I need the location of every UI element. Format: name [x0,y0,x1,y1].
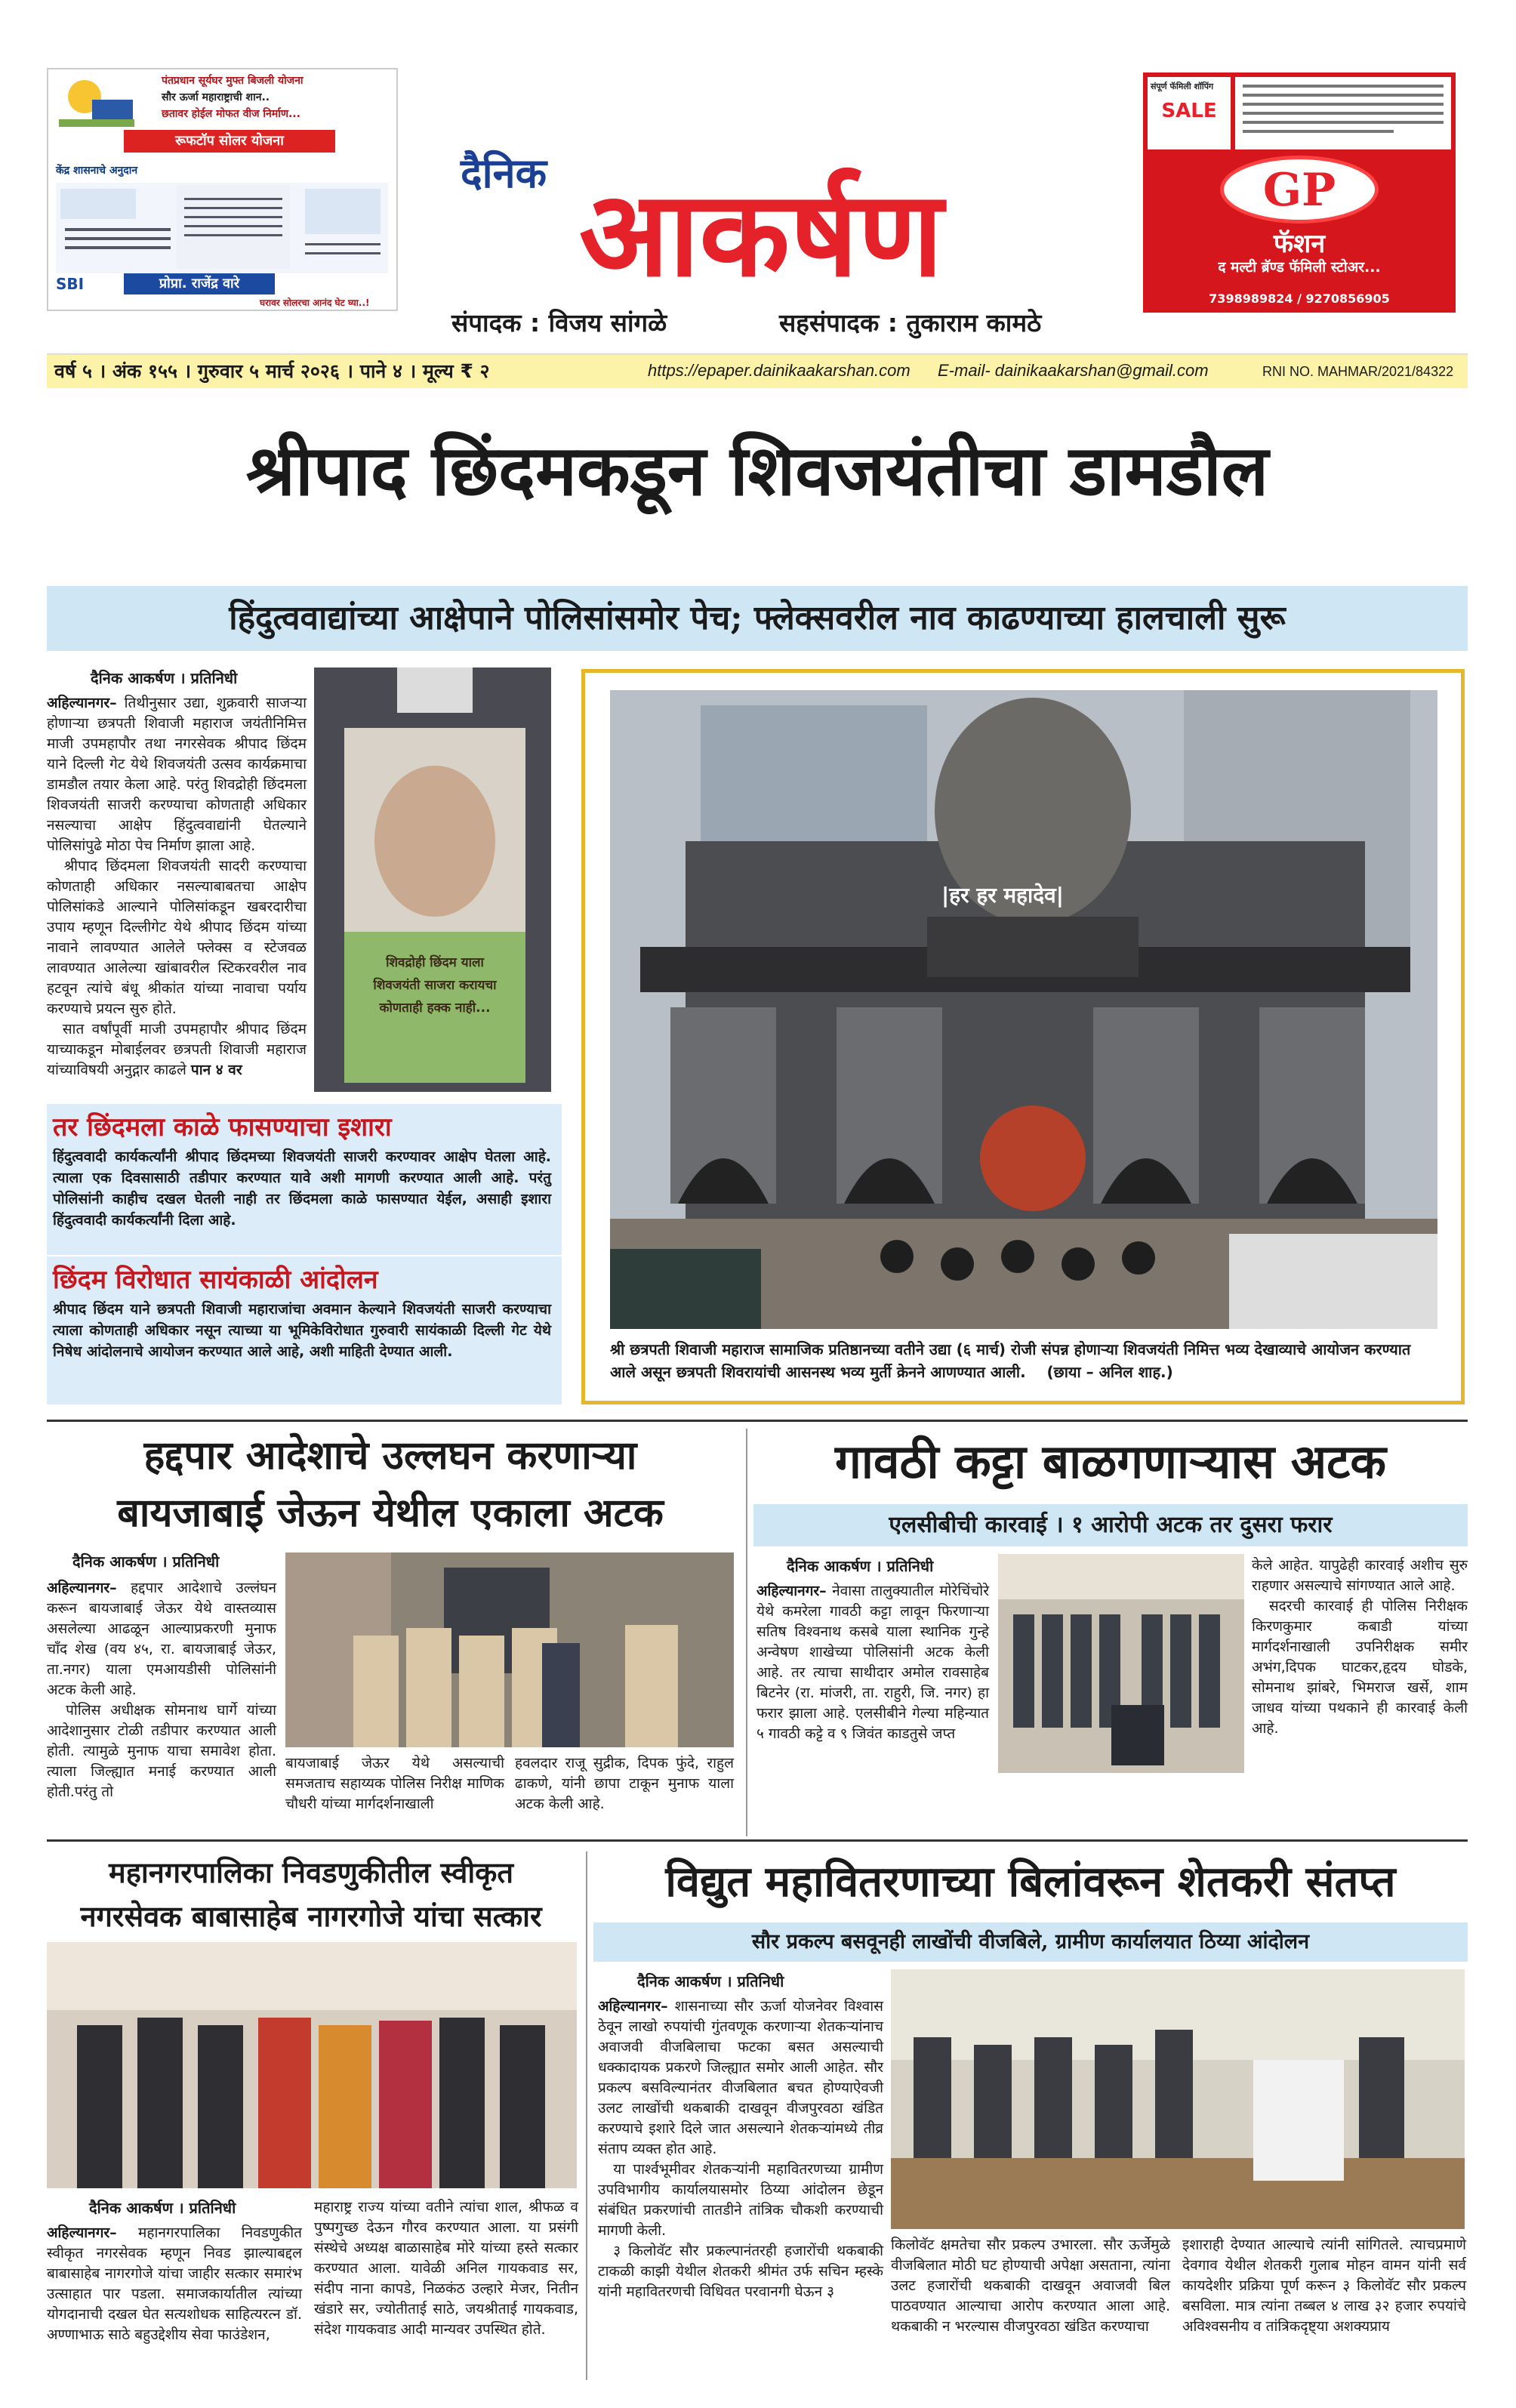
box-warning [47,1104,562,1255]
ad-gp-logo [1220,156,1379,224]
story5-para1: शासनाच्या सौर ऊर्जा योजनेवर विश्वास ठेवून लाखो रुपयांची गुंतवणूक करणाऱ्या शेतकऱ्यांनाच अवाजवी वीजबिलाचा फटका बसत असल्याची धक्कादायक प्रकरणे जिल्ह्यात समोर आली आहेत. सौर प्रकल्प बसविल्यानंतर वीजबिलात बचत होण्याऐवजी उलट लाखोंची थकबाकी दाखवून वीजपुरवठा खंडित करण्याचे इशारे दिले जात असल्याने शेतकऱ्यांमध्ये तीव्र संताप व्यक्त होत आहे. [598,1998,883,2157]
rni-number: RNI NO. MAHMAR/2021/84322 [1262,364,1454,379]
masthead-daily: दैनिक [461,149,547,197]
main-photo-credit: (छाया – अनिल शाह.) [1046,1363,1173,1381]
lead-headline: श्रीपाद छिंदमकडून शिवजयंतीचा डामडौल [245,430,1269,511]
story4-headline-1: महानगरपालिका निवडणुकीतील स्वीकृत [108,1855,514,1889]
lead-para3: सात वर्षांपूर्वी माजी उपमहापौर श्रीपाद छिंदम याच्याकडून मोबाईलवर छत्रपती शिवाजी महाराज यांच्याविषयी अनुद्गार काढले [47,1021,307,1078]
masthead-coeditor: सहसंपादक : तुकाराम कामठे [779,308,1042,338]
story2-para1: हद्दपार आदेशाचे उल्लंघन करून बायजाबाई जेऊर येथे वास्तव्यास असलेल्या आढळून आल्याप्रकरणी मुनाफ चाँद शेख (वय ४५, रा. बायजाबाई जेऊर, ता.नगर) याला एमआयडीसी पोलिसांनी अटक केली आहे. [47,1580,276,1698]
box-warning-body: हिंदुत्ववादी कार्यकर्त्यांनी श्रीपाद छिंदमच्या शिवजयंती साजरी करण्यावर आक्षेप घेतला आहे. त्याला एक दिवसासाठी तडीपार करण्यात यावे अशी मागणी करण्यात आली आहे. परंतु पोलिसांनी काहीच दखल घेतली नाही तर छिंदमला काळे फासण्यात येईल, असाही इशारा हिंदुत्ववादी कार्यकर्त्यांनी दिला आहे. [53,1149,551,1229]
story4-col2: महाराष्ट्र राज्य यांच्या वतीने त्यांचा शाल, श्रीफळ व पुष्पगुच्छ देऊन गौरव करण्यात आला. या प्रसंगी संस्थेचे अध्यक्ष बाळासाहेब मोरे यांच्या हस्ते सत्कार करण्यात आला. यावेळी अनिल गायकवाड सर, संदीप नाना कापडे, निळकंठ उल्हारे मेजर, नितीन खंडारे सर, ज्योतीताई साठे, जयश्रीताई गायकवाड, संदेश गायकवाड आदी मान्यवर उपस्थित होते. [314,2199,578,2338]
lead-subhead: हिंदुत्ववाद्यांच्या आक्षेपाने पोलिसांसमोर पेच; फ्लेक्सवरील नाव काढण्याच्या हालचाली सुरू [229,599,1286,637]
lead-body [47,693,307,1116]
ad-solar-bank: SBI [56,275,85,293]
story3-col1 [756,1581,989,1838]
issue-details: वर्ष ५ । अंक १५५ । गुरुवार ५ मार्च २०२६ । पाने ४ । मूल्य ₹ २ [54,360,490,382]
ad-solar-owner: प्रोप्रा. राजेंद्र वारे [124,273,275,294]
story5-headline: विद्युत महावितरणाच्या बिलांवरून शेतकरी संतप्त [665,1857,1396,1907]
box-warning-title: तर छिंदमला काळे फासण्याचा इशारा [53,1112,392,1142]
box-protest [47,1256,562,1404]
lead-para2: श्रीपाद छिंदमला शिवजयंती सादरी करण्याचा कोणताही अधिकार नसल्याबाबतचा आक्षेप पोलिसांकडे आल्याने पोलिसांकडून खबरदारीचा उपाय म्हणून दिल्लीगेट येथे श्रीपाद छिंदम यांच्या नावाने लावण्यात आलेले फ्लेक्स व स्टेजवळ लावण्यात आलेल्या खांबावरील स्टिकरवरील नाव हटवून त्यांचे बंधू श्रीकांत यांच्या नावाचा पर्याय करण्याचे प्रयत्न सुरु होते. [47,858,307,1017]
story4-col1 [47,2223,302,2374]
ad-gp-top [1148,77,1231,150]
story2-col2: बायजाबाई जेऊर येथे असल्याची समजताच सहाय्यक पोलिस निरीक्ष माणिक चौधरी यांच्या मार्गदर्शनाखाली [285,1755,504,1812]
rule-2 [47,1839,1468,1842]
masthead-editor: संपादक : विजय सांगळे [451,308,667,338]
lead-poster-photo [314,668,551,1092]
ad-solar-subsidy: केंद्र शासनाचे अनुदान [56,165,138,177]
story3-subhead: एलसीबीची कारवाई । १ आरोपी अटक तर दुसरा फरार [889,1512,1333,1538]
story3-para1: नेवासा तालुक्यातील मोरेचिंचोरे येथे कमरेला गावठी कट्टा लावून फिरणाऱ्या सतिष विश्वनाथ कसबे याला स्थानिक गुन्हे अन्वेषण शाखेच्या पोलिसांनी अटक केली आहे. तर त्याचा साथीदार अमोल रावसाहेब बिटनेर (रा. मांजरी, ता. राहुरी, जि. नगर) हा फरार झाला आहे. एलसीबीने गेल्या महिन्यात ५ गावठी कट्टे व ९ जिवंत काडतुसे जप्त [756,1583,989,1742]
story5-byline: दैनिक आकर्षण । प्रतिनिधी [637,1972,784,1990]
story2-headline-2: बायजाबाई जेऊन येथील एकाला अटक [117,1490,664,1536]
story3-headline: गावठी कट्टा बाळगणाऱ्यास अटक [835,1434,1386,1489]
box-protest-body: श्रीपाद छिंदम याने छत्रपती शिवाजी महाराजांचा अवमान केल्याने शिवजयंती साजरी करण्याचा त्याला कोणताही अधिकार नसून त्याच्या या भूमिकेविरोधात गुरुवारी सायंकाळी दिल्ली गेट येथे निषेध आंदोलनाचे आयोजन करण्यात आले आहे, अशी माहिती देण्यात आली. [53,1301,551,1360]
column-divider-1 [746,1429,747,1836]
story4-photo [47,1942,577,2188]
ad-solar-banner: रूफटॉप सोलर योजना [124,130,335,153]
story4-byline: दैनिक आकर्षण । प्रतिनिधी [89,2199,236,2217]
story2-dateline: अहिल्यानगर– [47,1580,117,1596]
story5-col2: किलोवॅट क्षमतेचा सौर प्रकल्प उभारला. सौर ऊर्जेमुळे वीजबिलात मोठी घट होण्याची अपेक्षा असताना, त्यांना उलट हजारोंची थकबाकी दाखवून अवाजवी बिल पाठवण्यात आल्याचा आरोप करण्यात आला आहे. थकबाकी न भरल्यास वीजपुरवठा खंडित करण्याचा [891,2237,1170,2335]
ad-gp-phones: 7398989824 / 9270856905 [1209,291,1390,306]
ad-gp-tagline: द मल्टी ब्रॅण्ड फॅमिली स्टोअर... [1218,259,1381,276]
story4-para1: महानगरपालिका निवडणुकीत स्वीकृत नगरसेवक म्हणून निवड झाल्याबद्दल बाबासाहेब नागरगोजे यांचा जाहीर सत्कार समारंभ उत्साहात पार पडला. समाजकार्यातील त्यांच्या योगदानाची दखल घेत सत्यशोधक साहित्यरत्न डॉ. अण्णाभाऊ साठे बहुउद्देशीय सेवा फाउंडेशन, [47,2225,303,2343]
column-divider-2 [586,1851,587,2380]
ad-solar-panel-image [56,183,388,273]
lead-dateline: अहिल्यानगर– [47,695,117,711]
story5-subhead: सौर प्रकल्प बसवूनही लाखोंची वीजबिले, ग्रामीण कार्यालयात ठिय्या आंदोलन [751,1930,1310,1953]
ad-gp-logo-text: GP [1262,164,1336,217]
story5-col1 [598,1996,883,2374]
email-address[interactable]: E-mail- dainikaakarshan@gmail.com [938,361,1209,380]
ad-solar [47,68,398,311]
story4-headline-2: नगरसेवक बाबासाहेब नागरगोजे यांचा सत्कार [80,1899,542,1933]
ad-solar-sun [54,74,137,130]
story2-col1 [47,1578,276,1827]
story4-dateline: अहिल्यानगर– [47,2225,117,2241]
story5-col3: इशाराही देण्यात आल्याचे त्यांनी सांगितले. त्याचप्रमाणे देवगाव येथील शेतकरी गुलाब मोहन वामन यांनी सर्व कायदेशीर प्रक्रिया पूर्ण करून ३ किलोवॅट सौर प्रकल्प बसविला. मात्र त्यांना तब्बल ४ लाख ३२ हजार रुपयांचे अविश्वसनीय व तांत्रिकदृष्ट्या अशक्यप्राय [1182,2237,1466,2335]
main-photo [610,690,1437,1329]
main-photo-sign: |हर हर महादेव| [941,883,1064,908]
story3-col2 [1252,1555,1468,1842]
story2-col3: हवलदार राजू सुद्रीक, दिपक फुंदे, राहुल ढाकणे, यांनी छापा टाकून मुनाफ याला अटक केली आहे. [515,1755,734,1812]
story5-para2: या पार्श्वभूमीवर शेतकऱ्यांनी महावितरणच्या ग्रामीण उपविभागीय कार्यालयासमोर ठिय्या आंदोलन छेडून संबंधित प्रकरणांची तातडीने तांत्रिक चौकशी करण्याची मागणी केली. [598,2161,883,2239]
ad-gp-brand: फॅशन [1273,229,1326,259]
epaper-url[interactable]: https://epaper.dainikaakarshan.com [648,361,911,380]
ad-solar-scheme: पंतप्रधान सूर्यघर मुफ्त बिजली योजना [162,75,304,87]
lead-jump: पान ४ वर [190,1062,242,1078]
story3-dateline: अहिल्यानगर– [756,1583,827,1599]
story5-para3: ३ किलोवॅट सौर प्रकल्पानंतरही हजारोंची थकबाकी टाकळी काझी येथील शेतकरी श्रीमंत उर्फ सचिन म्हस्के यांनी महावितरणची विधिवत परवानगी घेऊन ३ [598,2243,883,2300]
lead-para1: तिथीनुसार उद्या, शुक्रवारी साजऱ्या होणाऱ्या छत्रपती शिवाजी महाराज जयंतीनिमित्त माजी उपमहापौर तथा नगरसेवक श्रीपाद छिंदम याने दिल्ली गेट येथे शिवजयंती उत्सव कार्यक्रमाचा डामडौल तयार केला आहे. परंतु शिवद्रोही छिंदमला शिवजयंती साजरी करण्याचा कोणताही अधिकार नसल्याचा आक्षेप हिंदुत्ववाद्यांनी घेतल्याने पोलिसांपुढे मोठा पेच निर्माण झाला आहे. [47,695,307,854]
masthead-name: आकर्षण [578,165,944,303]
poster-text-2: शिवजयंती साजरा करायचा [373,978,497,993]
story5-photo [891,1969,1465,2229]
ad-gp-top-text: संपूर्ण फॅमिली शॉपिंग [1151,82,1214,91]
ad-gp-fashion [1143,72,1456,313]
story2-headline-1: हद्दपार आदेशाचे उल्लघन करणाऱ्या [143,1432,637,1478]
rule-1 [47,1420,1468,1422]
main-photo-caption [610,1338,1437,1383]
story2-para2: पोलिस अधीक्षक सोमनाथ घार्गे यांच्या आदेशानुसार टोळी तडीपार करण्यात आली होती. त्यामुळे मुनाफ याचा समावेश होता. त्याला जिल्ह्यात मनाई करण्यात आली होती.परंतु तो [47,1702,276,1800]
main-photo-caption-text: श्री छत्रपती शिवाजी महाराज सामाजिक प्रतिष्ठानच्या वतीने उद्या (६ मार्च) रोजी संपन्न होणाऱ्या शिवजयंती निमित्त भव्य देखाव्याचे आयोजन करण्यात आले असून छत्रपती शिवरायांची आसनस्थ भव्य मुर्ती क्रेनने आणण्यात आली. [610,1340,1411,1381]
story3-para2: केले आहेत. यापुढेही कारवाई अशीच सुरु राहणार असल्याचे सांगण्यात आले आहे. [1252,1557,1468,1594]
ad-gp-info [1235,77,1451,150]
story3-byline: दैनिक आकर्षण । प्रतिनिधी [787,1557,934,1575]
box-protest-title: छिंदम विरोधात सायंकाळी आंदोलन [53,1265,378,1295]
story3-photo [998,1554,1244,1773]
story2-photo [285,1552,734,1747]
ad-solar-line2: छतावर होईल मोफत वीज निर्माण... [162,108,300,120]
story5-dateline: अहिल्यानगर– [598,1998,668,2015]
poster-text-3: कोणताही हक्क नाही... [379,1001,491,1016]
ad-solar-footer: घरावर सोलरचा आनंद घेट घ्या..! [260,298,370,308]
lead-byline: दैनिक आकर्षण । प्रतिनिधी [91,669,238,687]
story3-para3: सदरची कारवाई ही पोलिस निरीक्षक किरणकुमार कबाडी यांच्या मार्गदर्शनाखाली उपनिरीक्षक समीर अभंग,दिपक घाटकर,हृदय घोडके, सोमनाथ झांबरे, भिमराज खर्से, शाम जाधव यांच्या पथकाने ही कारवाई केली आहे. [1252,1598,1468,1737]
poster-text-1: शिवद्रोही छिंदम याला [386,955,484,970]
story2-byline: दैनिक आकर्षण । प्रतिनिधी [72,1552,220,1571]
ad-gp-sale: SALE [1161,100,1217,122]
ad-solar-line1: सौर ऊर्जा महाराष्ट्राची शान.. [162,91,270,103]
